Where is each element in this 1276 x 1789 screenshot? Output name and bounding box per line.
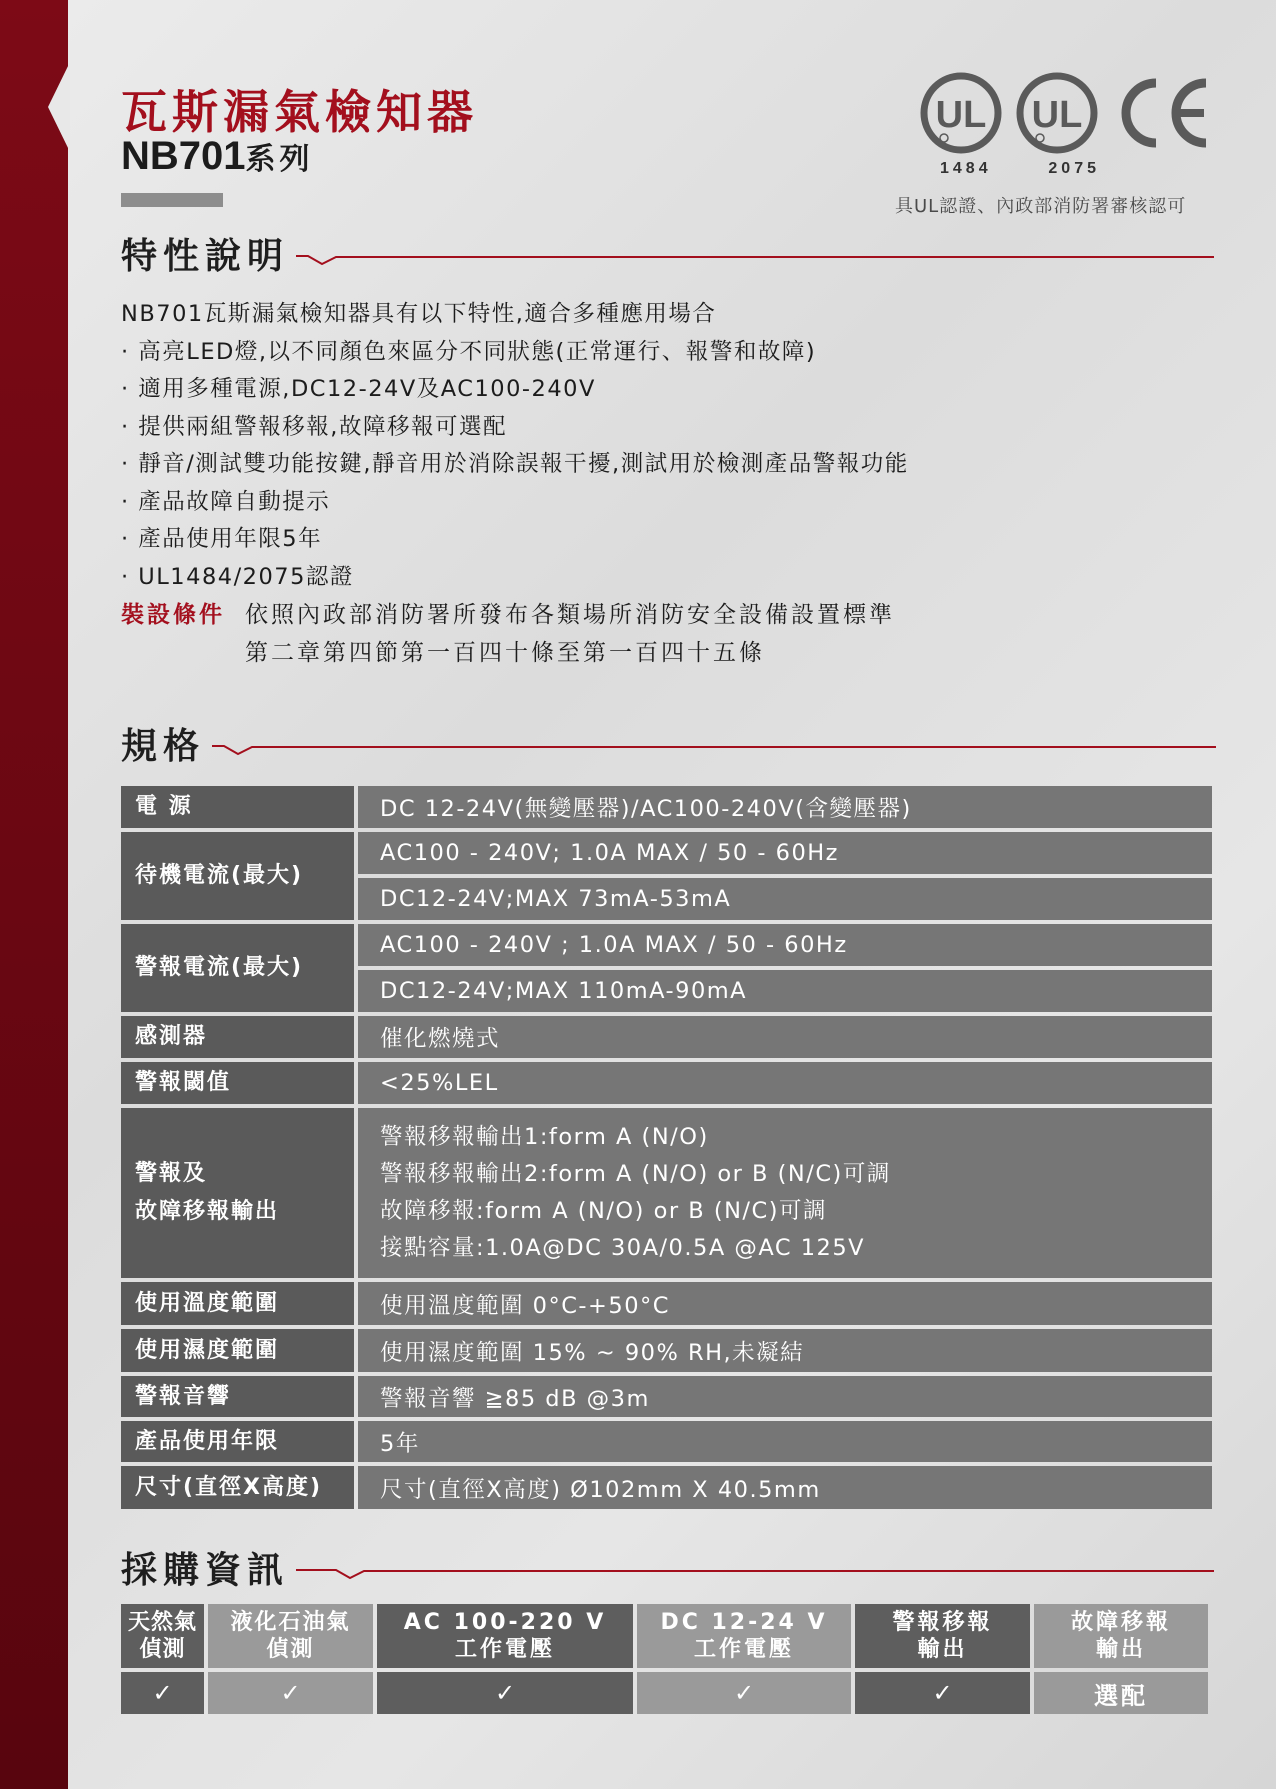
proc-col-label: 工作電壓 <box>454 1637 555 1662</box>
install-line-1: 依照內政部消防署所發布各類場所消防安全設備設置標準 <box>245 602 895 628</box>
spec-value: DC12-24V;MAX 73mA-53mA <box>358 878 1212 920</box>
spec-value-multiline <box>358 1108 1212 1278</box>
product-model <box>121 134 314 179</box>
spec-label: 警報音響 <box>121 1376 354 1417</box>
model-series: 系列 <box>245 142 314 177</box>
spec-value: 尺寸(直徑X高度) Ø102mm X 40.5mm <box>358 1466 1212 1509</box>
installation-conditions <box>121 597 895 672</box>
ul-standard-2075: 2075 <box>1048 160 1100 177</box>
install-line-2: 第二章第四節第一百四十條至第一百四十五條 <box>245 639 765 666</box>
spec-label: 感測器 <box>121 1016 354 1058</box>
features-intro: NB701瓦斯漏氣檢知器具有以下特性,適合多種應用場合 <box>121 301 717 327</box>
install-label: 裝設條件 <box>121 602 225 628</box>
spec-label: 使用濕度範圍 <box>121 1329 354 1372</box>
spec-value: AC100 - 240V; 1.0A MAX / 50 - 60Hz <box>358 832 1212 874</box>
spec-label: 尺寸(直徑X高度) <box>121 1466 354 1509</box>
ul-2075-logo-icon <box>1016 72 1098 154</box>
spec-value: 使用溫度範圍 0°C-+50°C <box>358 1282 1212 1325</box>
proc-col-dc-voltage <box>637 1604 851 1668</box>
proc-col-label: 輸出 <box>917 1637 968 1662</box>
proc-col-alarm-output <box>855 1604 1030 1668</box>
spec-row-standby-current <box>121 832 1212 920</box>
spec-value: <25%LEL <box>358 1062 1212 1104</box>
proc-col-label: 偵測 <box>139 1637 186 1662</box>
spec-value: DC 12-24V(無變壓器)/AC100-240V(含變壓器) <box>358 786 1212 828</box>
spec-value-line: 接點容量:1.0A@DC 30A/0.5A @AC 125V <box>380 1235 866 1261</box>
spec-label: 警報閾值 <box>121 1062 354 1104</box>
feature-item: · 靜音/測試雙功能按鍵,靜音用於消除誤報干擾,測試用於檢測產品警報功能 <box>121 451 909 477</box>
proc-col-label: 故障移報 <box>1070 1610 1171 1635</box>
spec-value: 使用濕度範圍 15% ~ 90% RH,未凝結 <box>358 1329 1212 1372</box>
proc-col-label: 輸出 <box>1095 1637 1146 1662</box>
certification-note: 具UL認證、內政部消防署審核認可 <box>895 196 1187 217</box>
spec-value-line: 故障移報:form A (N/O) or B (N/C)可調 <box>380 1198 828 1224</box>
spec-row-power <box>121 786 1212 828</box>
procurement-header-row <box>121 1604 1212 1668</box>
spec-value-line: 警報移報輸出2:form A (N/O) or B (N/C)可調 <box>380 1161 891 1187</box>
feature-item: · 高亮LED燈,以不同顏色來區分不同狀態(正常運行、報警和故障) <box>121 338 817 365</box>
proc-col-label: 液化石油氣 <box>230 1610 351 1635</box>
spec-label-line: 警報及 <box>135 1161 208 1186</box>
spec-row-alarm-sound <box>121 1376 1212 1417</box>
features-list <box>121 296 909 596</box>
side-bar-decoration <box>0 0 68 1789</box>
procurement-heading: 採購資訊 <box>121 1550 290 1591</box>
spec-table <box>121 786 1212 1513</box>
feature-item: · 適用多種電源,DC12-24V及AC100-240V <box>121 376 596 402</box>
spec-label <box>121 1108 354 1278</box>
ul-1484-logo-icon <box>920 72 1002 154</box>
spec-value: DC12-24V;MAX 110mA-90mA <box>358 970 1212 1012</box>
specs-heading-line <box>212 742 1216 756</box>
feature-item: · 產品故障自動提示 <box>121 488 331 515</box>
spec-label: 電 源 <box>121 786 354 828</box>
feature-item: · UL1484/2075認證 <box>121 563 354 590</box>
ul-mark-text-1: UL <box>935 94 987 136</box>
product-title: 瓦斯漏氣檢知器 <box>121 85 478 139</box>
spec-row-alarm-current <box>121 924 1212 1012</box>
spec-value-line: 警報移報輸出1:form A (N/O) <box>380 1124 709 1150</box>
spec-row-humidity <box>121 1329 1212 1372</box>
spec-value: AC100 - 240V ; 1.0A MAX / 50 - 60Hz <box>358 924 1212 966</box>
proc-col-label: 偵測 <box>266 1637 315 1662</box>
feature-item: · 產品使用年限5年 <box>121 526 323 552</box>
ul-mark-text-2: UL <box>1031 94 1083 136</box>
check-icon: ✓ <box>208 1672 373 1714</box>
specs-heading: 規格 <box>121 726 206 767</box>
spec-row-lifespan <box>121 1421 1212 1462</box>
ce-logo-icon <box>1112 75 1212 151</box>
optional-label: 選配 <box>1034 1672 1208 1714</box>
proc-col-label: 警報移報 <box>892 1610 993 1635</box>
spec-row-sensor <box>121 1016 1212 1058</box>
spec-value: 催化燃燒式 <box>358 1016 1212 1058</box>
spec-value: 警報音響 ≧85 dB @3m <box>358 1376 1212 1417</box>
proc-col-lpg <box>208 1604 373 1668</box>
spec-row-dimensions <box>121 1466 1212 1509</box>
proc-col-fault-output <box>1034 1604 1208 1668</box>
features-heading-line <box>296 252 1214 266</box>
certification-logos <box>920 72 1220 177</box>
feature-item: · 提供兩組警報移報,故障移報可選配 <box>121 413 507 440</box>
spec-label: 產品使用年限 <box>121 1421 354 1462</box>
spec-value: 5年 <box>358 1421 1212 1462</box>
features-heading: 特性說明 <box>121 236 290 277</box>
proc-col-ac-voltage <box>377 1604 633 1668</box>
check-icon: ✓ <box>121 1672 204 1714</box>
spec-label-line: 故障移報輸出 <box>135 1199 280 1224</box>
proc-col-label: AC 100-220 V <box>403 1610 607 1635</box>
proc-col-label: DC 12-24 V <box>660 1610 828 1635</box>
title-underline <box>121 193 223 207</box>
procurement-value-row <box>121 1672 1212 1714</box>
ul-standard-numbers <box>930 160 1110 178</box>
spec-row-temperature <box>121 1282 1212 1325</box>
ul-standard-1484: 1484 <box>940 160 992 177</box>
proc-col-label: 工作電壓 <box>693 1637 794 1662</box>
proc-col-label: 天然氣 <box>127 1610 197 1635</box>
spec-label: 待機電流(最大) <box>121 832 354 920</box>
spec-label: 警報電流(最大) <box>121 924 354 1012</box>
model-number: NB701 <box>121 134 246 178</box>
check-icon: ✓ <box>377 1672 633 1714</box>
spec-row-alarm-threshold <box>121 1062 1212 1104</box>
procurement-table <box>121 1604 1212 1714</box>
proc-col-natural-gas <box>121 1604 204 1668</box>
spec-row-relay-output <box>121 1108 1212 1278</box>
procurement-heading-line <box>296 1566 1214 1580</box>
check-icon: ✓ <box>855 1672 1030 1714</box>
spec-label: 使用溫度範圍 <box>121 1282 354 1325</box>
check-icon: ✓ <box>637 1672 851 1714</box>
